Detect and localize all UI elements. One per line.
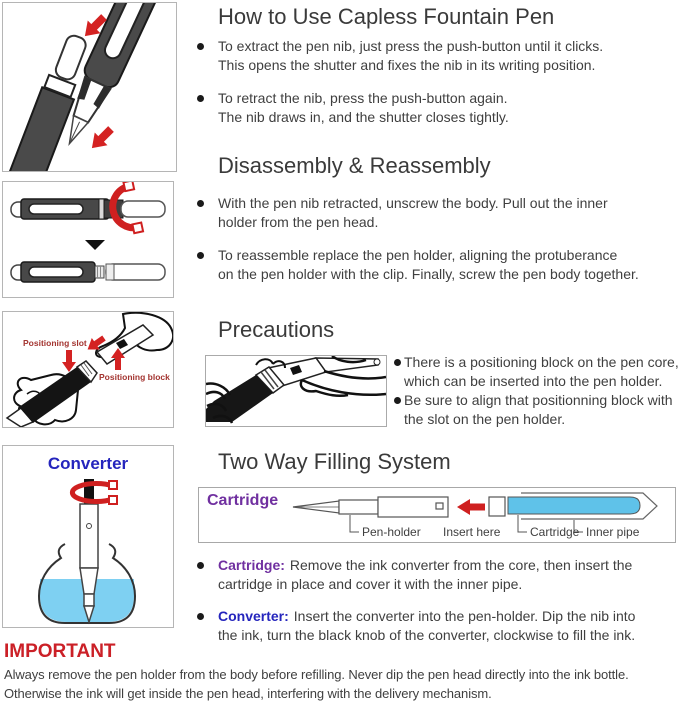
bullet-dot (197, 252, 204, 259)
unscrew-body-illustration (3, 182, 173, 297)
filling-diagram-title: Cartridge (207, 492, 279, 509)
filling-diagram (198, 487, 676, 543)
precautions-bullet-1: There is a positioning block on the pen core, which can be inserted into the pen holder. (404, 354, 679, 389)
unscrew-body-figure (2, 181, 174, 298)
cartridge-label: Cartridge (530, 525, 580, 539)
filling-title: Two Way Filling System (218, 449, 451, 474)
insert-arrow-icon (457, 499, 485, 515)
disassembly-bullet-1: With the pen nib retracted, unscrew the body. Pull out the inner holder from the pen head. (218, 195, 608, 230)
push-button-usage-figure (2, 2, 177, 172)
how-to-use-title: How to Use Capless Fountain Pen (218, 4, 555, 29)
bullet-dot (197, 562, 204, 569)
how-to-use-bullet-2: To retract the nib, press the push-button again. The nib draws in, and the shutter closes tightly. (218, 90, 509, 125)
insert-here-label: Insert here (443, 525, 501, 539)
insert-core-illustration (206, 356, 386, 426)
filling-diagram-drawing (199, 488, 675, 542)
important-text: Always remove the pen holder from the body before refilling. Never dip the pen head directly into the ink bottle. Otherwise the ink will get inside the pen head, interfering with the delivery mechanism. (4, 667, 629, 701)
bullet-dot (197, 95, 204, 102)
turn-knob-arrow-icon (72, 481, 117, 504)
positioning-illustration (3, 312, 173, 427)
separated-pen (11, 262, 165, 282)
converter-figure (2, 445, 174, 628)
positioning-block-label: Positioning block (99, 372, 170, 382)
down-triangle-icon (85, 240, 105, 250)
cartridge-lead-label: Cartridge: (218, 557, 285, 573)
positioning-figure (2, 311, 174, 428)
precautions-title: Precautions (218, 317, 335, 342)
how-to-use-bullet-1: To extract the pen nib, just press the push-button until it clicks. This opens the shutter and fixes the nib in its writing position. (218, 38, 604, 73)
filling-bullet-cartridge: Cartridge: Remove the ink converter from the core, then insert the cartridge in place and cover it with the inner pipe. (218, 557, 633, 592)
nib-out-arrow-icon (86, 123, 118, 155)
converter-illustration (3, 446, 173, 627)
converter-figure-title: Converter (47, 454, 129, 473)
disassembly-bullet-2: To reassemble replace the pen holder, aligning the protuberance on the pen holder with the clip. Finally, screw the pen body together. (218, 247, 639, 282)
bullet-dot (394, 359, 401, 366)
bullet-dot (197, 200, 204, 207)
positioning-slot-label: Positioning slot (23, 338, 87, 348)
pen-core-rod (316, 358, 380, 372)
disassembly-title: Disassembly & Reassembly (218, 153, 491, 178)
bullet-dot (394, 397, 401, 404)
inner-pipe-label: Inner pipe (586, 525, 640, 539)
pen-holder-drawing (293, 497, 448, 517)
insert-core-figure (205, 355, 387, 427)
slot-arrow-icon (62, 350, 76, 372)
bullet-dot (197, 43, 204, 50)
pen-holder-label: Pen-holder (362, 525, 421, 539)
assembled-pen (11, 199, 165, 219)
bullet-dot (197, 613, 204, 620)
cartridge-drawing (489, 493, 657, 519)
filling-bullet-converter: Converter: Insert the converter into the pen-holder. Dip the nib into the ink, turn the black knob of the converter, clockwise to fill the ink. (218, 608, 636, 643)
important-title: IMPORTANT (4, 641, 116, 662)
converter-lead-label: Converter: (218, 608, 289, 624)
precautions-bullet-2: Be sure to align that positionning block with the slot on the pen holder. (404, 392, 673, 427)
push-button-usage-illustration (3, 3, 176, 171)
